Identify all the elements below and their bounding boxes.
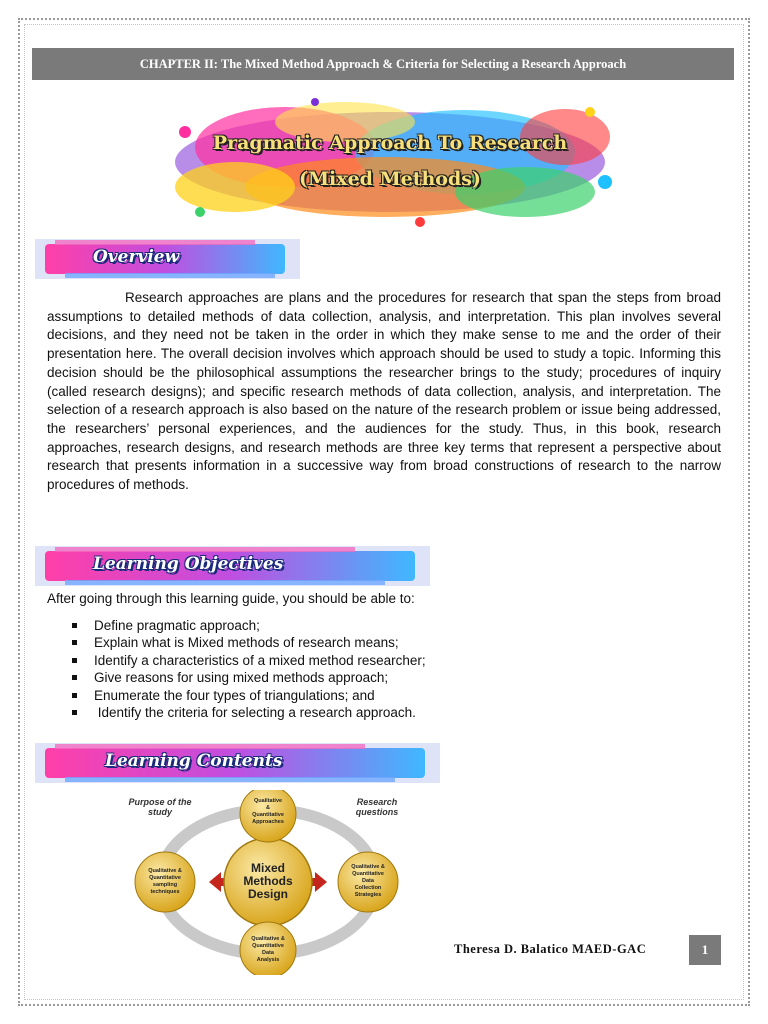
list-item: Explain what is Mixed methods of research means;: [72, 634, 426, 651]
objectives-intro: After going through this learning guide, you should be able to:: [47, 591, 415, 606]
bullet-icon: [72, 658, 77, 663]
svg-text:Quantitative: [149, 875, 181, 881]
mixed-methods-diagram: [105, 790, 425, 975]
svg-text:Analysis: [257, 957, 280, 963]
bullet-icon: [72, 640, 77, 645]
left-line-0: Qualitative &: [148, 868, 182, 874]
author-name: Theresa D. Balatico MAED-GAC: [454, 942, 647, 956]
bullet-icon: [72, 623, 77, 628]
diagram-svg: [105, 790, 425, 975]
bullet-icon: [72, 710, 77, 715]
label-right-line-0: Research: [356, 797, 398, 807]
top-line-3: Approaches: [252, 819, 284, 825]
objectives-list: [72, 617, 426, 721]
svg-text:techniques: [150, 889, 179, 895]
page-number-text: 1: [701, 942, 709, 957]
svg-text:Design: [248, 887, 288, 901]
contents-heading: Learning Contents: [105, 751, 283, 771]
center-line-2: Design: [247, 887, 289, 901]
right-line-3: Collection: [354, 885, 382, 891]
chapter-header: [32, 48, 734, 80]
contents-banner: [35, 738, 440, 788]
svg-text:&: [266, 805, 270, 811]
label-left-line-1: study: [147, 807, 173, 817]
bottom-line-1: Quantitative: [252, 943, 284, 949]
list-item: Identify the criteria for selecting a research approach.: [72, 704, 426, 721]
svg-text:sampling: [153, 882, 177, 888]
right-line-0: Qualitative &: [351, 864, 385, 870]
left-line-2: sampling: [152, 882, 178, 888]
bottom-line-0: Qualitative &: [251, 936, 285, 942]
overview-paragraph: [47, 289, 721, 495]
list-item: Enumerate the four types of triangulations; and: [72, 687, 426, 704]
top-line-1: &: [266, 805, 270, 811]
banner-title-line2: (Mixed Methods): [299, 168, 481, 190]
page-number: [689, 935, 721, 965]
bottom-line-2: Data: [262, 950, 274, 956]
list-item: Identify a characteristics of a mixed method researcher;: [72, 652, 426, 669]
banner-title-line1: Pragmatic Approach To Research: [212, 132, 568, 154]
svg-text:Methods: [243, 874, 293, 888]
svg-text:Data: [262, 950, 275, 956]
right-line-4: Strategies: [354, 892, 382, 898]
svg-text:Qualitative &: [148, 868, 182, 874]
svg-text:Mixed: [251, 861, 285, 875]
left-line-1: Quantitative: [149, 875, 181, 881]
center-line-0: Mixed: [250, 861, 286, 875]
svg-text:Qualitative &: [351, 864, 385, 870]
svg-text:Collection: [355, 885, 382, 891]
svg-text:Quantitative: [352, 871, 384, 877]
top-line-0: Qualitative: [253, 798, 283, 804]
bullet-icon: [72, 693, 77, 698]
bullet-icon: [72, 675, 77, 680]
overview-text: Research approaches are plans and the procedures for research that span the steps from broad assumptions to detailed methods of data collection, analysis, and interpretation. This plan involves several decisions, and they need not be taken in the order in which they make sense to me and the order of their presentation here. The overall decision involves which approach should be used to study a topic. Informing this decision should be the philosophical assumptions the researcher brings to the study; procedures of inquiry (called research designs); and specific research methods of data collection, analysis, and interpretation. The selection of a research approach is also based on the nature of the research problem or issue being addressed, the researchers’ personal experiences, and the audiences for the study. Thus, in this book, research approaches, research designs, and research methods are three key terms that represent a perspective about research that presents information in a successive way from broad constructions of research to the narrow procedures of methods.: [47, 290, 721, 493]
svg-text:Qualitative &: [251, 936, 285, 942]
overview-heading: Overview: [93, 247, 180, 267]
objectives-heading: Learning Objectives: [93, 554, 284, 574]
list-item: Define pragmatic approach;: [72, 617, 426, 634]
svg-text:Approaches: [252, 819, 284, 825]
svg-text:Quantitative: [252, 943, 284, 949]
svg-text:questions: [356, 807, 399, 817]
label-right-line-1: questions: [355, 807, 399, 817]
chapter-title: CHAPTER II: The Mixed Method Approach & Criteria for Selecting a Research Approach: [139, 56, 627, 71]
left-line-3: techniques: [150, 889, 180, 895]
svg-text:Data: [362, 878, 375, 884]
overview-banner: [35, 234, 300, 284]
svg-text:study: [148, 807, 173, 817]
paint-splash: [165, 92, 615, 230]
svg-text:Research: [357, 797, 398, 807]
bottom-line-3: Analysis: [256, 957, 280, 963]
svg-text:Purpose of the: [128, 797, 191, 807]
objectives-banner: [35, 541, 430, 591]
title-banner: [165, 92, 615, 230]
label-left-line-0: Purpose of the: [128, 797, 192, 807]
svg-text:Strategies: [355, 892, 382, 898]
center-line-1: Methods: [243, 874, 293, 888]
top-line-2: Quantitative: [252, 812, 284, 818]
svg-text:Quantitative: [252, 812, 284, 818]
list-item: Give reasons for using mixed methods approach;: [72, 669, 426, 686]
right-line-1: Quantitative: [352, 871, 384, 877]
right-line-2: Data: [362, 878, 374, 884]
svg-text:Qualitative: [254, 798, 282, 804]
